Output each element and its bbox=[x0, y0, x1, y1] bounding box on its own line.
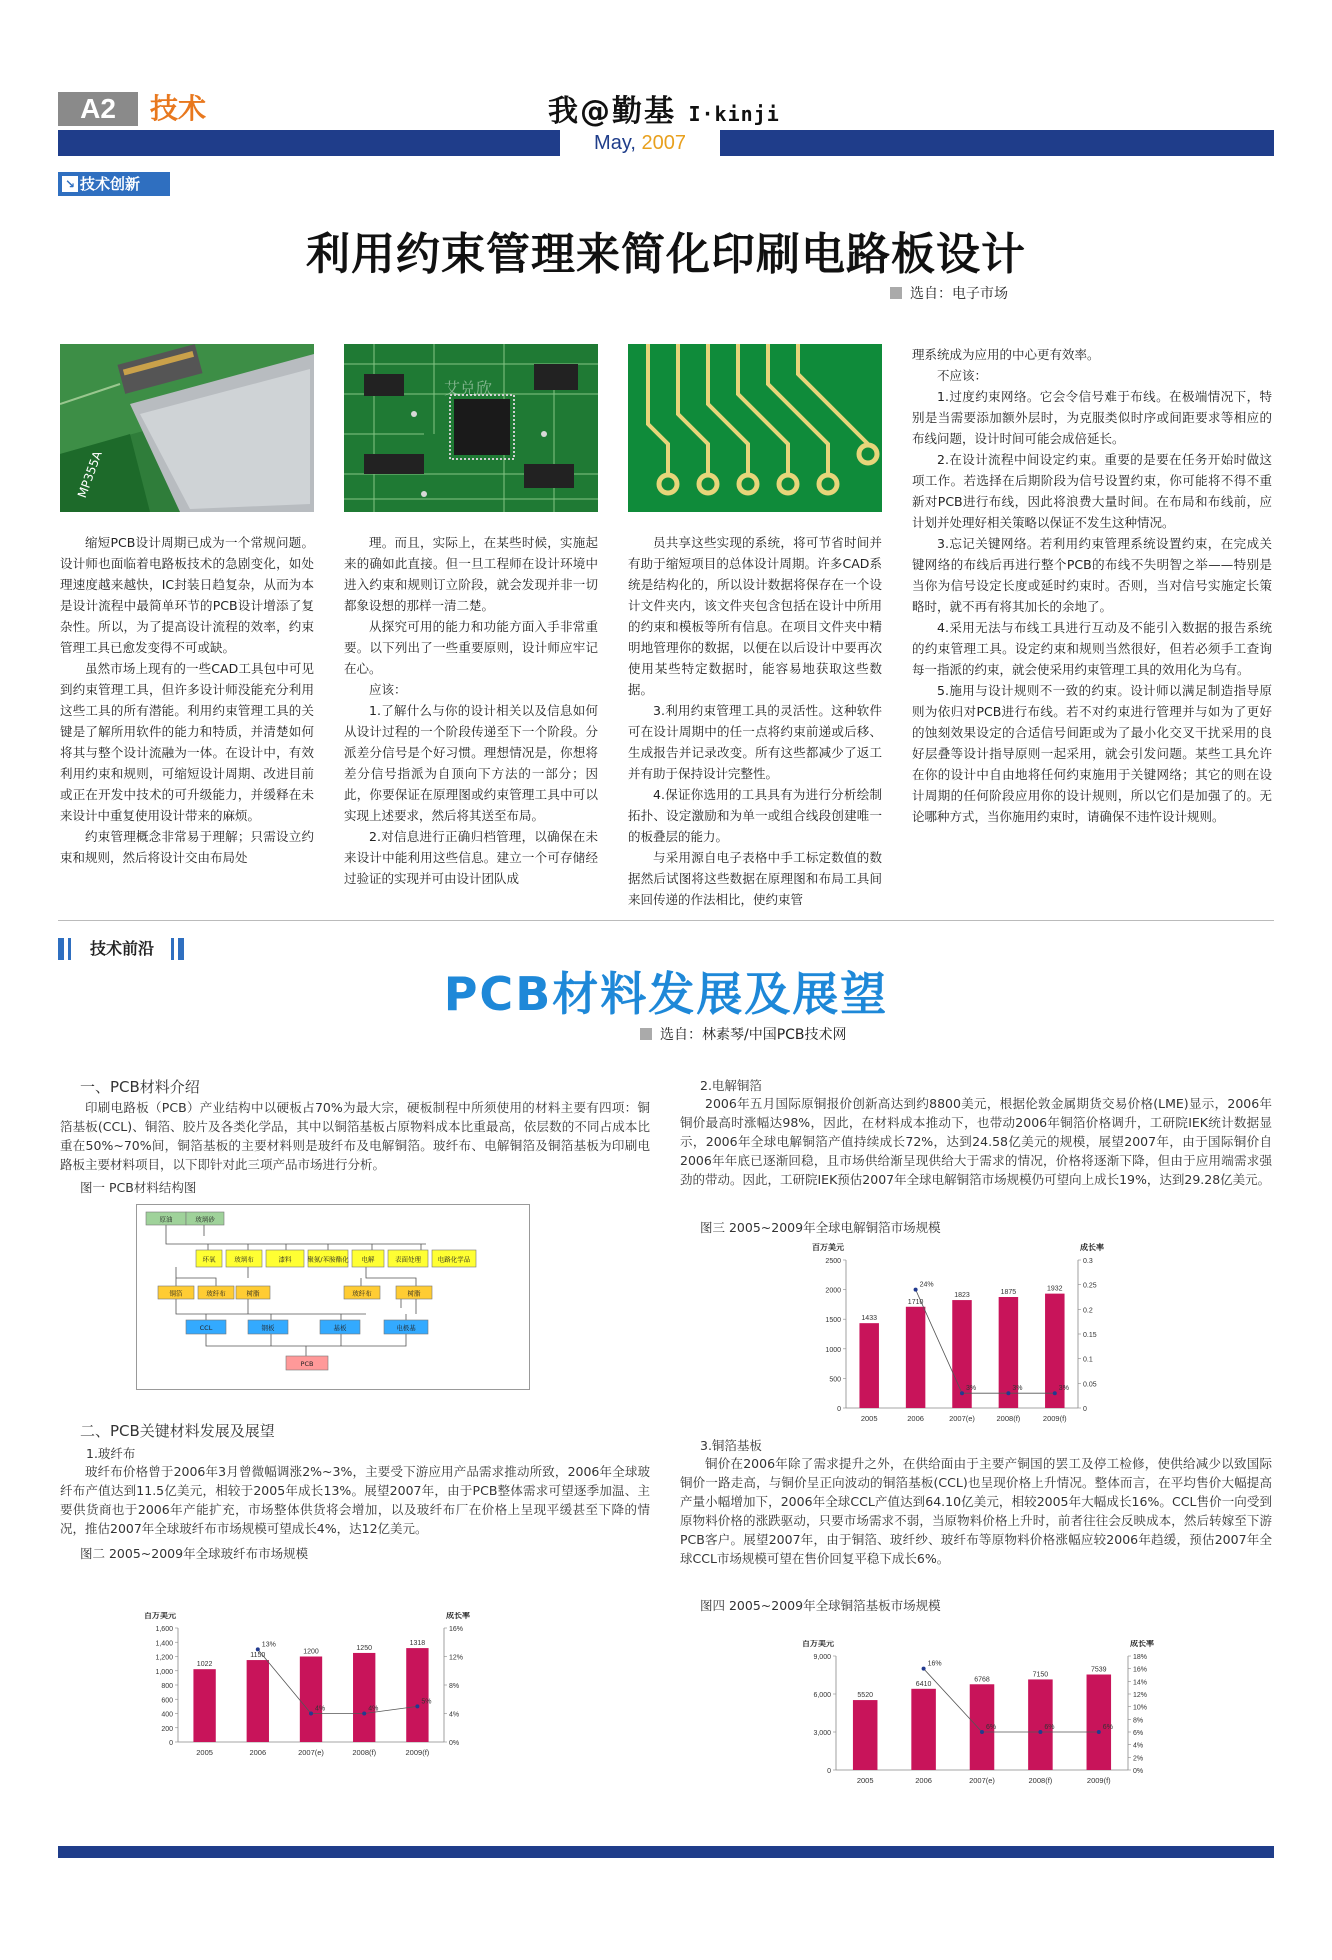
photo-connector-board bbox=[60, 344, 314, 512]
chart-category-label: 2007(e) bbox=[298, 1748, 324, 1757]
paragraph: 2006年五月国际原铜报价创新高达到约8800美元，根据伦敦金属期货交易价格(LME)显示，2006年铜价最高时涨幅达98%，因此，在材料成本推动下，也带动2006年铜箔价格调升，工研院IEK统计数据显示，2006年全球电解铜箔产值持续成长72%，达到24.58亿美元的规模，展望2007年，由于国际铜价自2006年年底已逐渐回稳，且市场供给渐呈现供给大于需求的情况，价格将逐渐下降，但由于应用端需求强劲的带动。因此，工研院IEK预估2007年全球电解铜箔市场规模仍可望向上成长19%，达到29.28亿美元。 bbox=[680, 1096, 1272, 1187]
chart-ytick-label: 2500 bbox=[825, 1258, 841, 1265]
paragraph: 3.忘记关键网络。若利用约束管理系统设置约束，在完成关键网络的布线后再进行整个PCB的布线不失明智之举——特别是当你为信号设定长度或延时约束时。否则，当对信号实施定长策略时，就不再有将其加长的余地了。 bbox=[912, 536, 1272, 614]
chart-bar bbox=[906, 1307, 925, 1408]
chart-growth-label: 24% bbox=[919, 1281, 934, 1289]
chart-value-label: 1200 bbox=[303, 1648, 319, 1656]
chart-growth-label: 3% bbox=[1012, 1385, 1023, 1393]
chart-glass-cloth bbox=[140, 1612, 480, 1764]
heading-materials-intro: 一、PCB材料介绍 bbox=[80, 1078, 200, 1096]
chart-growth-point bbox=[1053, 1391, 1057, 1395]
paragraph: 不应该： bbox=[937, 368, 988, 383]
article1-title: 利用约束管理来简化印刷电路板设计 bbox=[306, 229, 1026, 280]
chart-category-label: 2009(f) bbox=[405, 1748, 430, 1757]
paragraph: 1.了解什么与你的设计相关以及信息如何从设计过程的一个阶段传递至下一个阶段。分派差分信号是个好习惯。理想情况是，你想将差分信号指派为自顶向下方法的一部分；因此，你要保证在原理图或约束管理工具中可以实现上述要求，然后将其送至布局。 bbox=[344, 703, 598, 823]
chart-category-label: 2008(f) bbox=[996, 1414, 1021, 1423]
square-icon bbox=[890, 287, 902, 299]
paragraph: 玻纤布价格曾于2006年3月曾微幅调涨2%~3%，主要受下游应用产品需求推动所致，2006年全球玻纤布产值达到11.5亿美元，相较于2005年成长13%。展望2007年，由于PCB整体需求可望逐季加温、主要供货商也于2006年产能扩充，市场整体供货将会增加，以及玻纤布厂在价格上呈现平缓甚至下降的情况，推估2007年全球玻纤布市场规模可望成长4%，达12亿美元。 bbox=[60, 1464, 650, 1536]
chart-value-label: 6768 bbox=[974, 1676, 990, 1684]
logo-latin: I·kinji bbox=[688, 102, 780, 126]
chart-value-label: 1318 bbox=[409, 1640, 426, 1648]
chart-value-label: 1875 bbox=[1000, 1289, 1017, 1296]
chart-bar bbox=[859, 1323, 878, 1408]
chart-y2tick-label: 0.3 bbox=[1083, 1258, 1093, 1265]
chart-growth-line bbox=[916, 1290, 1055, 1394]
chart-growth-label: 4% bbox=[315, 1705, 326, 1713]
chart-growth-label: 13% bbox=[261, 1641, 276, 1649]
figure1-caption: 图一 PCB材料结构图 bbox=[80, 1180, 197, 1195]
issue-date bbox=[560, 130, 720, 156]
chart-value-label: 1932 bbox=[1047, 1285, 1063, 1293]
date-year: 2007 bbox=[641, 132, 686, 154]
logo-cn: 我@勤基 bbox=[548, 94, 676, 129]
chart-y2tick-label: 10% bbox=[1133, 1704, 1148, 1712]
section-divider bbox=[58, 920, 1274, 921]
chart-growth-label: 6% bbox=[986, 1724, 997, 1731]
chart-growth-point bbox=[980, 1730, 984, 1734]
chart-growth-point bbox=[1038, 1730, 1042, 1734]
paragraph: 缩短PCB设计周期已成为一个常规问题。设计师也面临着电路板技术的急剧变化，如处理速度越来越快，IC封装日趋复杂，从而为本是设计流程中最简单环节的PCB设计增添了复杂性。所以，为了提高设计流程的效率，约束管理工具已愈发变得不可或缺。 bbox=[60, 535, 314, 655]
chart-y2tick-label: 18% bbox=[1133, 1654, 1148, 1661]
chart-ytick-label: 1000 bbox=[825, 1346, 841, 1354]
paragraph: 从探究可用的能力和功能方面入手非常重要。以下列出了一些重要原则，设计师应牢记在心。 bbox=[344, 619, 598, 676]
chart-growth-line bbox=[258, 1649, 418, 1713]
diagram-box-label: 铜箔 bbox=[169, 1289, 183, 1298]
pcb-material-diagram bbox=[136, 1204, 530, 1390]
article2-copper-foil bbox=[680, 1094, 1272, 1189]
diagram-box-label: 树脂 bbox=[407, 1289, 421, 1298]
chart-y2tick-label: 0.1 bbox=[1083, 1356, 1093, 1364]
chart-y2label: 成长率 bbox=[1130, 1640, 1154, 1648]
chart-y2label: 成长率 bbox=[446, 1612, 470, 1620]
heading-copper-foil: 2.电解铜箔 bbox=[700, 1078, 762, 1093]
square-icon bbox=[640, 1028, 652, 1040]
figure3-caption: 图三 2005~2009年全球电解铜箔市场规模 bbox=[700, 1220, 941, 1235]
chart-ytick-label: 1,600 bbox=[155, 1626, 173, 1633]
chart-y2tick-label: 0% bbox=[449, 1740, 460, 1747]
diagram-box-label: 原油 bbox=[159, 1215, 173, 1224]
chart-bar bbox=[353, 1653, 375, 1742]
chart-y2tick-label: 12% bbox=[1133, 1692, 1148, 1699]
chart-value-label: 1710 bbox=[907, 1298, 924, 1306]
chart-y2tick-label: 0.25 bbox=[1083, 1282, 1097, 1290]
page-number: A2 bbox=[58, 92, 138, 126]
chart-value-label: 7539 bbox=[1091, 1666, 1107, 1674]
chart-ytick-label: 3,000 bbox=[813, 1730, 831, 1737]
paragraph: 理。而且，实际上，在某些时候，实施起来的确如此直接。但一旦工程师在设计环境中进入约束和规则订立阶段，就会发现并非一切都象设想的那样一清二楚。 bbox=[344, 535, 598, 613]
chart-y2tick-label: 14% bbox=[1133, 1679, 1148, 1687]
paragraph: 5.施用与设计规则不一致的约束。设计师以满足制造指导原则为依归对PCB进行布线。若不对约束进行管理并与如为了更好的蚀刻效果设定的合适信号间距或为了最小化交叉干扰采用的良好层叠等设计指导原则一起采用，就会引发问题。某些工具允许在你的设计中自由地将任何约束施用于关键网络；其它的则在设计周期的任何阶段应用你的设计规则，所以它们是加强了的。无论哪种方式，当你施用约束时，请确保不违忤设计规则。 bbox=[912, 683, 1272, 824]
diagram-box-label: 玻璃砂 bbox=[195, 1215, 215, 1224]
chart-y2tick-label: 2% bbox=[1133, 1755, 1144, 1763]
section-tag-label: 技术创新 bbox=[80, 175, 141, 193]
chart-ytick-label: 1500 bbox=[825, 1317, 841, 1325]
paragraph: 铜价在2006年除了需求提升之外，在供给面由于主要产铜国的罢工及停工检修，使供给减少以致国际铜价一路走高，与铜价呈正向波动的铜箔基板(CCL)也呈现价格上升情况。整体而言，在平均售价大幅提高产量小幅增加下，2006年全球CCL产值达到64.10亿美元，相较2005年大幅成长16%。CCL售价一向受到原物料价格的涨跌驱动，只要市场需求不弱，当原物料价格上升时，前者往往会反映成本，然后转嫁至下游PCB客户。展望2007年，由于铜箔、玻纤纱、玻纤布等原物料价格涨幅应较2006年趋缓，预估2007年全球CCL市场规模可望在售价回复平稳下成长6%。 bbox=[680, 1456, 1272, 1566]
chart-category-label: 2005 bbox=[196, 1748, 213, 1757]
chart-y2tick-label: 0.2 bbox=[1083, 1307, 1093, 1315]
chart-bar bbox=[193, 1669, 215, 1742]
article2-source-text: 选自：林素琴/中国PCB技术网 bbox=[660, 1027, 847, 1043]
article2-source bbox=[640, 1024, 847, 1044]
chart-y2tick-label: 4% bbox=[1133, 1742, 1144, 1750]
chart-value-label: 1150 bbox=[250, 1652, 266, 1660]
chart-y2tick-label: 6% bbox=[1133, 1730, 1144, 1737]
section-tag-label: 技术前沿 bbox=[90, 939, 155, 958]
chart-growth-point bbox=[415, 1704, 419, 1708]
paragraph: 约束管理概念非常易于理解；只需设立约束和规则，然后将设计交由布局处 bbox=[60, 829, 314, 865]
chart-ytick-label: 800 bbox=[161, 1683, 173, 1690]
chart-bar bbox=[911, 1689, 936, 1770]
heading-ccl: 3.铜箔基板 bbox=[700, 1438, 762, 1453]
diagram-box-label: 钢板 bbox=[261, 1324, 275, 1332]
chart-growth-line bbox=[924, 1669, 1099, 1732]
chart-ytick-label: 0 bbox=[827, 1768, 831, 1775]
figure2-caption: 图二 2005~2009年全球玻纤布市场规模 bbox=[80, 1546, 309, 1561]
svg-text:MP355A: MP355A bbox=[74, 449, 105, 500]
section-tag-innovation bbox=[58, 172, 170, 196]
chart-y2tick-label: 12% bbox=[449, 1654, 464, 1662]
diagram-box-label: 树脂 bbox=[246, 1289, 260, 1298]
diagram-box-label: CCL bbox=[199, 1324, 213, 1332]
chart-growth-point bbox=[1006, 1391, 1010, 1395]
chart-growth-point bbox=[960, 1391, 964, 1395]
chart-copper-foil bbox=[806, 1240, 1112, 1430]
chart-category-label: 2009(f) bbox=[1086, 1776, 1111, 1785]
chart-growth-label: 4% bbox=[368, 1705, 379, 1713]
chart-y2tick-label: 0% bbox=[1133, 1768, 1144, 1775]
chart-growth-point bbox=[309, 1712, 313, 1716]
chart-value-label: 6410 bbox=[915, 1680, 932, 1688]
chart-bar bbox=[1087, 1675, 1112, 1770]
chart-growth-point bbox=[1097, 1730, 1101, 1734]
chart-value-label: 1823 bbox=[954, 1292, 970, 1300]
chart-category-label: 2009(f) bbox=[1042, 1414, 1067, 1423]
diagram-box-label: 表面处理 bbox=[395, 1255, 421, 1264]
figure4-caption: 图四 2005~2009年全球铜箔基板市场规模 bbox=[700, 1598, 941, 1613]
chart-ytick-label: 0 bbox=[837, 1406, 841, 1413]
chart-growth-label: 3% bbox=[1058, 1385, 1069, 1393]
diagram-box-label: 玻璃布 bbox=[234, 1255, 254, 1264]
chart-value-label: 7150 bbox=[1032, 1671, 1049, 1679]
chart-y2tick-label: 0.05 bbox=[1083, 1381, 1097, 1389]
chart-category-label: 2008(f) bbox=[352, 1748, 377, 1757]
chart-category-label: 2007(e) bbox=[949, 1414, 975, 1423]
chart-category-label: 2008(f) bbox=[1028, 1776, 1053, 1785]
chart-y2tick-label: 4% bbox=[449, 1711, 460, 1719]
chart-ytick-label: 400 bbox=[161, 1711, 173, 1719]
chart-y2tick-label: 8% bbox=[1133, 1717, 1144, 1725]
article2-title: PCB材料发展及展望 bbox=[443, 967, 889, 1021]
paragraph: 4.采用无法与布线工具进行互动及不能引入数据的报告系统的约束管理工具。设定约束和规则当然很好，但若必须手工查询每一指派的约束，就会使采用约束管理工具的效用化为乌有。 bbox=[912, 620, 1272, 677]
date-month: May, bbox=[594, 132, 636, 154]
heading-key-materials: 二、PCB关键材料发展及展望 bbox=[80, 1422, 275, 1440]
chart-ytick-label: 1,400 bbox=[155, 1640, 173, 1648]
chart-bar bbox=[406, 1648, 428, 1742]
diagram-box-label: 玻纤布 bbox=[206, 1289, 226, 1298]
footer-bar bbox=[58, 1846, 1274, 1858]
chart-growth-point bbox=[922, 1667, 926, 1671]
paragraph: 3.利用约束管理工具的灵活性。这种软件可在设计周期中的任一点将约束前递或后移、生成报告并记录改变。所有这些都减少了返工并有助于保持设计完整性。 bbox=[628, 703, 882, 781]
chart-value-label: 5520 bbox=[857, 1692, 873, 1700]
paragraph: 1.过度约束网络。它会令信号难于布线。在极端情况下，特别是当需要添加额外层时，为克服类似时序或间距要求等相应的布线问题，设计时间可能会成倍延长。 bbox=[912, 389, 1272, 446]
article1-column-2 bbox=[344, 532, 598, 889]
paragraph: 4.保证你选用的工具具有为进行分析绘制拓扑、设定激励和为单一或组合线段创建唯一的板叠层的能力。 bbox=[628, 787, 882, 844]
chart-category-label: 2007(e) bbox=[969, 1776, 995, 1785]
chart-bar bbox=[300, 1657, 322, 1743]
article2-glass-cloth bbox=[60, 1462, 650, 1538]
paragraph: 与采用源自电子表格中手工标定数值的数据然后试图将这些数据在原理图和布局工具间来回传递的作法相比，使约束管 bbox=[628, 850, 882, 907]
chart-ytick-label: 2000 bbox=[825, 1287, 841, 1295]
diagram-box-label: 漆料 bbox=[278, 1255, 292, 1264]
chart-growth-label: 3% bbox=[966, 1385, 977, 1393]
article2-ccl bbox=[680, 1454, 1272, 1568]
article1-column-3 bbox=[628, 532, 882, 910]
chart-growth-label: 6% bbox=[1102, 1724, 1113, 1731]
diagram-box-label: 基板 bbox=[333, 1324, 347, 1332]
heading-glass-cloth: 1.玻纤布 bbox=[86, 1446, 136, 1461]
paragraph: 员共享这些实现的系统，将可节省时间并有助于缩短项目的总体设计周期。许多CAD系统是结构化的，所以设计数据将保存在一个设计文件夹内，该文件夹包含包括在设计中所用的约束和模板等所有信息。在项目文件夹中精明地管理你的数据，以便在以后设计中要再次使用某些特定数据时，能容易地获取这些数据。 bbox=[628, 535, 882, 697]
chart-ytick-label: 6,000 bbox=[813, 1692, 831, 1699]
diagram-box-label: PCB bbox=[300, 1360, 314, 1368]
chart-y2tick-label: 0 bbox=[1083, 1406, 1087, 1413]
page-category: 技术 bbox=[150, 92, 207, 125]
chart-ytick-label: 600 bbox=[161, 1697, 173, 1705]
chart-growth-point bbox=[914, 1288, 918, 1292]
diagram-box-label: 电路化学品 bbox=[437, 1255, 471, 1264]
paragraph: 印刷电路板（PCB）产业结构中以硬板占70%为最大宗，硬板制程中所须使用的材料主要有四项：铜箔基板(CCL)、铜箔、胶片及各类化学品，其中以铜箔基板占原物料成本比重最高，依层数的不同占成本比重在50%~70%间，铜箔基板的主要材料则是玻纤布及电解铜箔。玻纤布、电解铜箔及铜箔基板为印刷电路板主要材料项目，以下即针对此三项产品市场进行分析。 bbox=[60, 1100, 650, 1172]
diagram-box-label: 电极基 bbox=[396, 1324, 416, 1332]
chart-bar bbox=[853, 1700, 878, 1770]
paragraph: 虽然市场上现有的一些CAD工具包中可见到约束管理工具，但许多设计师没能充分利用这些工具的所有潜能。利用约束管理工具的关键是了解所用软件的能力和特质，并清楚如何将其与整个设计流融为一体。在设计中，有效利用约束和规则，可缩短设计周期、改进目前或正在开发中技术的可升级能力，并缓释在未来设计中重复使用设计带来的麻烦。 bbox=[60, 661, 314, 823]
chart-growth-point bbox=[362, 1712, 366, 1716]
chart-ccl bbox=[790, 1640, 1170, 1792]
chart-value-label: 1250 bbox=[356, 1644, 372, 1652]
chart-ylabel: 百万美元 bbox=[812, 1243, 844, 1252]
arrow-icon: ↘ bbox=[62, 176, 78, 192]
chart-y2tick-label: 8% bbox=[449, 1683, 460, 1690]
chart-ytick-label: 1,200 bbox=[155, 1654, 173, 1662]
article2-intro bbox=[60, 1098, 650, 1174]
chart-category-label: 2006 bbox=[249, 1748, 267, 1757]
chart-y2tick-label: 16% bbox=[1133, 1666, 1148, 1674]
photo-pcb-traces bbox=[628, 344, 882, 512]
chart-value-label: 1433 bbox=[861, 1315, 877, 1323]
diagram-box-label: 聚氨/苯胺酯化 bbox=[307, 1255, 349, 1264]
paragraph: 理系统成为应用的中心更有效率。 bbox=[912, 347, 1100, 362]
chart-category-label: 2005 bbox=[860, 1414, 878, 1423]
chart-growth-label: 5% bbox=[421, 1698, 432, 1706]
diagram-box-label: 电解 bbox=[361, 1255, 375, 1264]
diagram-box-label: 玻纤布 bbox=[352, 1289, 372, 1298]
chart-ytick-label: 9,000 bbox=[813, 1654, 831, 1661]
chart-y2tick-label: 16% bbox=[449, 1626, 464, 1633]
chart-ylabel: 百万美元 bbox=[144, 1612, 176, 1620]
paragraph: 2.对信息进行正确归档管理，以确保在未来设计中能利用这些信息。建立一个可存储经过验证的实现并可由设计团队成 bbox=[344, 829, 598, 886]
chart-category-label: 2006 bbox=[915, 1776, 932, 1785]
chart-ylabel: 百万美元 bbox=[802, 1640, 834, 1648]
masthead-logo bbox=[548, 86, 780, 130]
paragraph: 2.在设计流程中间设定约束。重要的是要在任务开始时做这项工作。若选择在后期阶段为信号设置约束，你可能将不得不重新对PCB进行布线，因此将浪费大量时间。在布局和布线前，应计划并处理好相关策略以保证不发生这种情况。 bbox=[912, 452, 1272, 530]
paragraph: 应该： bbox=[369, 682, 407, 697]
article1-source-text: 选自：电子市场 bbox=[910, 286, 1008, 302]
article1-column-1 bbox=[60, 532, 314, 868]
chart-ytick-label: 200 bbox=[161, 1725, 173, 1733]
chart-bar bbox=[247, 1660, 269, 1742]
chart-category-label: 2006 bbox=[907, 1414, 924, 1423]
chart-ytick-label: 500 bbox=[829, 1376, 841, 1384]
chart-y2label: 成长率 bbox=[1080, 1243, 1104, 1252]
article1-column-4 bbox=[912, 344, 1272, 827]
photo-pcb-chips bbox=[344, 344, 598, 512]
chart-ytick-label: 0 bbox=[169, 1740, 173, 1747]
chart-y2tick-label: 0.15 bbox=[1083, 1332, 1097, 1339]
chart-growth-label: 16% bbox=[927, 1660, 942, 1668]
article1-source bbox=[890, 283, 1008, 303]
photo-watermark: 艾兑欣 bbox=[444, 379, 493, 398]
chart-ytick-label: 1,000 bbox=[155, 1668, 173, 1676]
chart-growth-point bbox=[256, 1647, 260, 1651]
chart-category-label: 2005 bbox=[856, 1776, 874, 1785]
chart-value-label: 1022 bbox=[196, 1661, 213, 1669]
chart-growth-label: 6% bbox=[1044, 1724, 1055, 1731]
diagram-box-label: 环氧 bbox=[202, 1255, 216, 1264]
